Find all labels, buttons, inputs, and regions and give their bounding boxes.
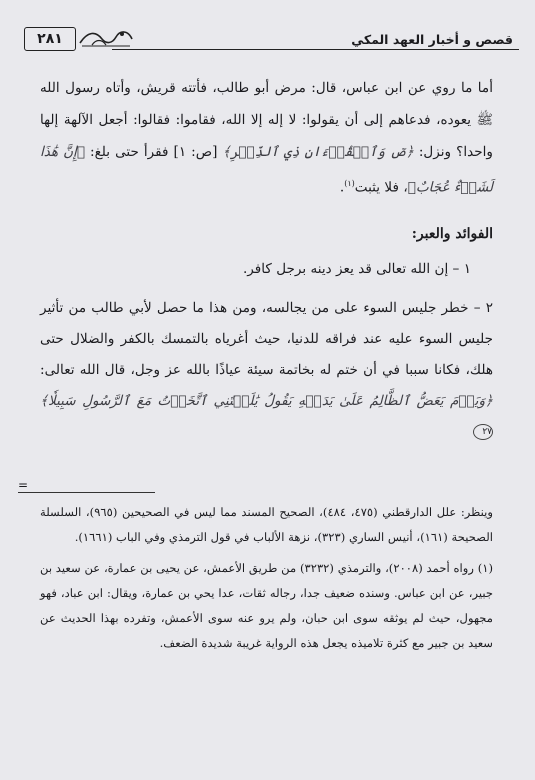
footnote-continuation: وينظر: علل الدارقطني (٤٧٥، ٤٨٤)، الصحيح المسند مما ليس في الصحيحين (٩٦٥)، السلسلة الصحيحة (١٦١)، أنيس الساري (٣٢٣)، نزهة الألباب في قول الترمذي وفي الباب (١٦٦١). xyxy=(40,505,493,544)
lesson-point-1: ١ – إن الله تعالى قد يعز دينه برجل كافر. xyxy=(242,260,471,277)
running-title: قصص و أخبار العهد المكي xyxy=(351,32,513,47)
footnotes xyxy=(40,500,493,656)
sentence-end: . xyxy=(339,179,345,196)
header-rule xyxy=(112,49,519,50)
page-number: ٢٨١ xyxy=(24,27,76,51)
verse-reference: [ص: ١] فقرأ حتى بلغ: xyxy=(85,144,223,160)
lesson-point-2 xyxy=(40,293,493,448)
quran-verse: ﴿إِنَّ هَٰذَا لَشَيۡءٌ عُجَابٌ﴾ xyxy=(40,144,493,196)
decorative-flourish-icon xyxy=(78,25,134,49)
lesson-point-2-text: ٢ – خطر جليس السوء على من يجالسه، ومن هذا ما حصل لأبي طالب من تأثير جليس السوء عليه عند فراقه للدنيا، حيث أغرياه بالتمسك بالكفر والضلال حتى هلك، فكانا سببا في أن ختم له بخاتمة سيئة عياذًا بالله عز وجل، قال الله تعالى: xyxy=(40,299,493,378)
footnote-marker: (١) xyxy=(344,179,355,188)
page-header xyxy=(20,22,519,52)
footnote-1: (١) رواه أحمد (٢٠٠٨)، والترمذي (٣٢٣٢) من طريق الأعمش، عن يحيى بن عمارة، عن سعيد بن جبير، عن ابن عباس. وسنده ضعيف جدا، رجاله ثقات، عدا يحي بن عمارة، ويقال: ابن عباد، فهو مجهول، حيث لم يوثقه سوى ابن حبان، ولم يرو عنه سوى الأعمش، وتفرده بهذا الحديث عن سعيد بن جبير مع كثرة تلاميذه يجعل هذه الرواية غريبة شديدة الضعف. xyxy=(40,561,493,650)
ayah-number: ٢٧ xyxy=(473,424,493,440)
intro-paragraph xyxy=(40,72,493,204)
section-heading: الفوائد والعبر: xyxy=(411,225,493,242)
quran-verse: ﴿وَيَوۡمَ يَعَضُّ ٱلظَّالِمُ عَلَىٰ يَدَيۡهِ يَقُولُ يَٰلَيۡتَنِي ٱتَّخَذۡتُ مَعَ ٱلرَّسُولِ سَبِيلٗا﴾ xyxy=(40,392,493,409)
quran-verse: ﴿صٓ وَٱلۡقُرۡءَانِ ذِي ٱلذِّكۡرِ﴾ xyxy=(222,144,414,160)
intro-ending: ، فلا يثبت xyxy=(354,179,408,196)
footnote-separator xyxy=(18,492,155,493)
continuation-mark: = xyxy=(18,478,29,492)
intro-text: أما ما روي عن ابن عباس، قال: مرض أبو طالب، فأتته قريش، وأتاه رسول الله ﷺ يعوده، فدعاهم إلى أن يقولوا: لا إله إلا الله، فقاموا: فقالوا: أجعل الآلهة إلها واحدا؟ ونزل: xyxy=(40,80,493,160)
main-text xyxy=(40,72,493,448)
